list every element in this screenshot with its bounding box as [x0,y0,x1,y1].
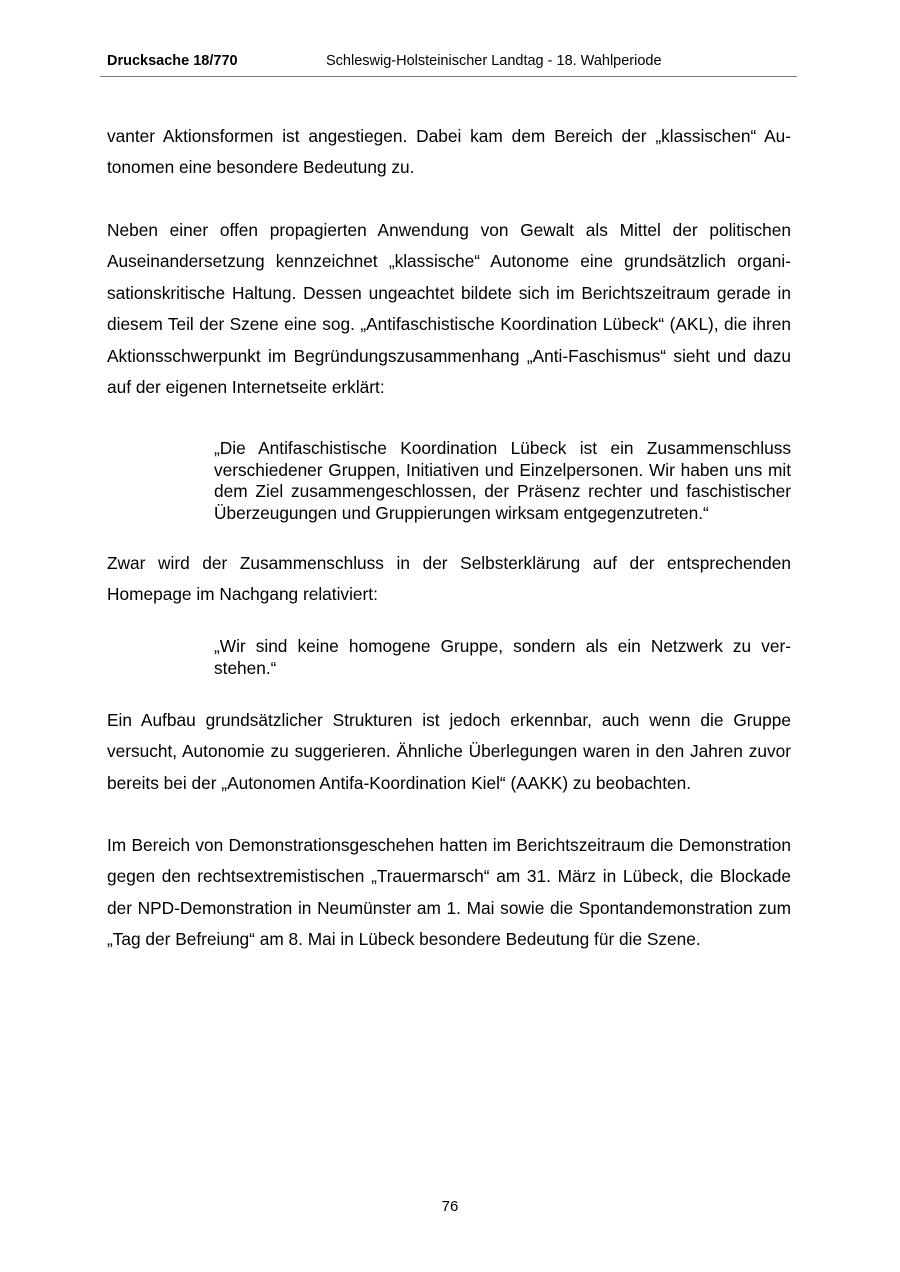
paragraph: Ein Aufbau grundsätzlicher Strukturen ist jedoch erkennbar, auch wenn die Gruppe versucht, Autonomie zu suggerieren. Ähnliche Überlegungen waren in den Jahren zuvor bereits bei der „Autonomen Antifa-Koordination Kiel“ (AAKK) zu beobachten. [107,710,791,793]
page-header [100,52,797,77]
block-quote: „Wir sind keine homogene Gruppe, sondern als ein Netzwerk zu verstehen.“ [214,636,791,678]
paragraph: Zwar wird der Zusammenschluss in der Selbsterklärung auf der entsprechenden Homepage im Nachgang relativiert: [107,553,791,605]
header-title: Schleswig-Holsteinischer Landtag - 18. Wahlperiode [326,53,662,69]
document-reference: Drucksache 18/770 [107,53,238,69]
page-number: 76 [441,1198,459,1215]
paragraph: vanter Aktionsformen ist angestiegen. Dabei kam dem Bereich der „klassischen“ Autonomen eine besondere Bedeutung zu. [107,126,791,178]
block-quote: „Die Antifaschistische Koordination Lübeck ist ein Zusammenschluss verschiedener Gruppen, Initiativen und Einzelpersonen. Wir haben uns mit dem Ziel zusammengeschlossen, der Präsenz rechter und faschistischer Überzeugungen und Gruppierungen wirksam entgegenzutreten.“ [214,438,791,523]
paragraph: Im Bereich von Demonstrationsgeschehen hatten im Berichtszeitraum die Demonstration gegen den rechtsextremistischen „Trauermarsch“ am 31. März in Lübeck, die Blockade der NPD-Demonstration in Neumünster am 1. Mai sowie die Spontandemonstration zum „Tag der Befreiung“ am 8. Mai in Lübeck besondere Bedeutung für die Szene. [107,835,791,950]
paragraph: Neben einer offen propagierten Anwendung von Gewalt als Mittel der politischen Auseinandersetzung kennzeichnet „klassische“ Autonome eine grundsätzlich organisationskritische Haltung. Dessen ungeachtet bildete sich im Berichtszeitraum gerade in diesem Teil der Szene eine sog. „Antifaschistische Koordination Lübeck“ (AKL), die ihren Aktionsschwerpunkt im Begründungszusammenhang „Anti-Faschismus“ sieht und dazu auf der eigenen Internetseite erklärt: [107,220,791,398]
